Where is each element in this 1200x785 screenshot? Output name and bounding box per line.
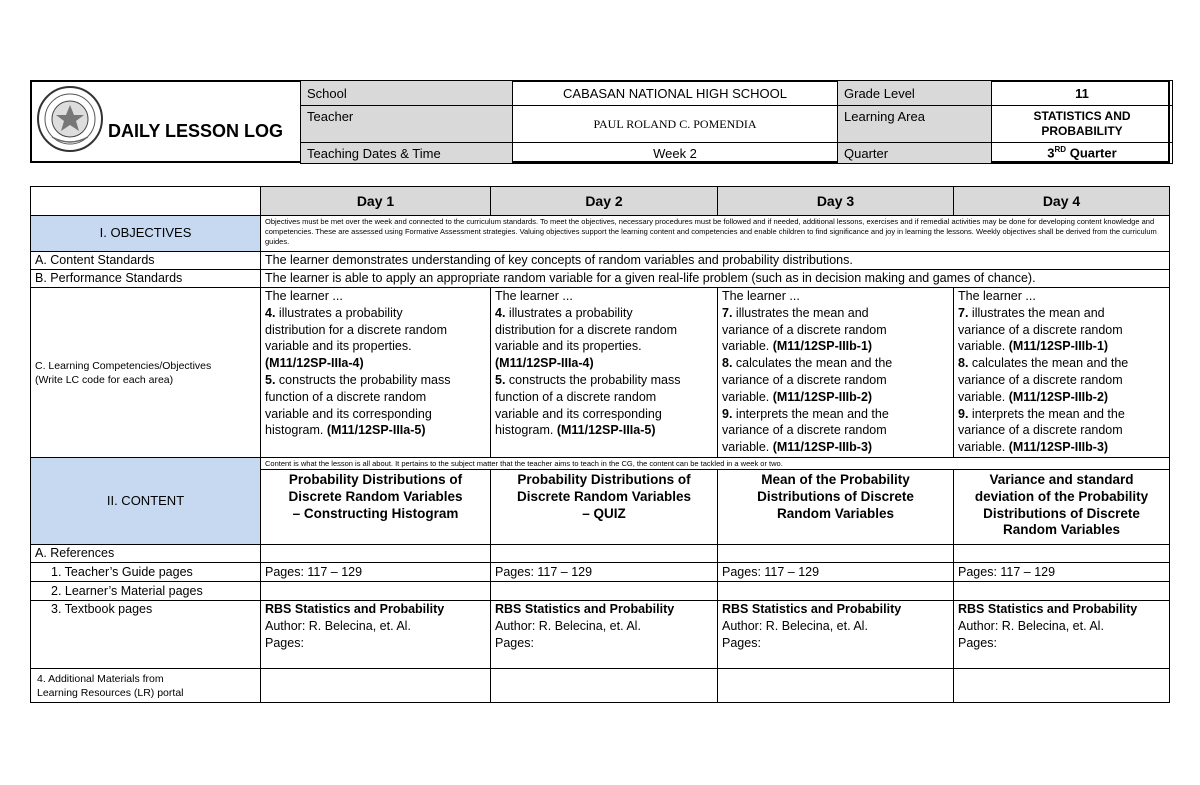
teachers-guide-pages: Pages: 117 – 129 — [954, 563, 1170, 582]
competencies-label: C. Learning Competencies/Objectives (Write LC code for each area) — [31, 288, 261, 458]
competency-line: The learner ... — [495, 289, 573, 303]
competency-line: variance of a discrete random — [958, 423, 1123, 438]
competency-line: variance of a discrete random — [958, 372, 1123, 387]
competency-line: The learner ... — [265, 289, 343, 303]
dll-header — [30, 80, 1170, 163]
competency-line: 5. constructs the probability mass — [265, 372, 451, 387]
competency-line: variable and its properties. — [495, 339, 642, 354]
competency-line: variable and its corresponding — [495, 406, 662, 421]
objectives-note: Objectives must be met over the week and connected to the curriculum standards. To meet the objectives, necessary procedures must be followed and if needed, additional lessons, exercises and if remedial activities may be done for developing content knowledge and competencies. These are assessed using Formative Assessment strategies. Valuing objectives support the learning content and competencies and enable children to find significance and joy in learning the lessons. Weekly objectives shall be derived from the curriculum guides. — [261, 216, 1170, 252]
competency-line: variable. (M11/12SP-IIIb-1) — [958, 339, 1109, 354]
competency-line: variable. (M11/12SP-IIIb-2) — [958, 389, 1109, 404]
competency-line: 9. interprets the mean and the — [722, 406, 889, 421]
school-value: CABASAN NATIONAL HIGH SCHOOL — [513, 81, 838, 106]
competency-line: 4. illustrates a probability — [495, 305, 633, 320]
teachers-guide-pages: Pages: 117 – 129 — [491, 563, 718, 582]
content-title-line: deviation of the Probability — [974, 488, 1149, 504]
teachers-guide-label: 1. Teacher’s Guide pages — [31, 563, 261, 582]
content-title — [261, 470, 491, 545]
content-title-line: Distributions of Discrete — [757, 488, 914, 504]
competency-line: variance of a discrete random — [722, 322, 887, 337]
content-title-line: – Constructing Histogram — [292, 505, 459, 521]
teacher-label: Teacher — [301, 106, 513, 143]
objectives-heading: I. OBJECTIVES — [31, 216, 261, 252]
competency-line: 7. illustrates the mean and — [958, 305, 1105, 320]
grade-label: Grade Level — [838, 81, 992, 106]
content-title-line: Variance and standard — [989, 472, 1134, 487]
competency-line: function of a discrete random — [265, 389, 427, 404]
content-title-line: Discrete Random Variables — [288, 488, 463, 504]
competency-line: The learner ... — [722, 289, 800, 303]
references-heading: A. References — [31, 545, 261, 563]
competency-line: variable. (M11/12SP-IIIb-2) — [722, 389, 873, 404]
competency-line: variance of a discrete random — [722, 372, 887, 387]
competency-line: variance of a discrete random — [722, 423, 887, 438]
content-note: Content is what the lesson is all about. It pertains to the subject matter that the teacher aims to teach in the CG, the content can be tackled in a week or two. — [261, 458, 1170, 470]
content-title-line: Mean of the Probability — [761, 472, 910, 487]
quarter-label: Quarter — [838, 143, 992, 164]
competency-line: variance of a discrete random — [958, 322, 1123, 337]
page-title: DAILY LESSON LOG — [108, 121, 284, 141]
competency-line: histogram. (M11/12SP-IIIa-5) — [495, 423, 656, 438]
learning-area-label: Learning Area — [838, 106, 992, 143]
content-standards-label: A. Content Standards — [31, 252, 261, 270]
competency-line: 5. constructs the probability mass — [495, 372, 681, 387]
day-header: Day 3 — [718, 187, 954, 216]
competency-line: variable and its corresponding — [265, 406, 432, 421]
content-title-line: – QUIZ — [582, 505, 626, 521]
competency-line: distribution for a discrete random — [495, 322, 678, 337]
quarter-value: 3RD Quarter — [992, 143, 1173, 164]
competency-cell — [954, 288, 1170, 458]
learning-area-value: STATISTICS AND PROBABILITY — [992, 106, 1173, 143]
textbook-label: 3. Textbook pages — [31, 601, 261, 669]
teaching-dates-label: Teaching Dates & Time — [301, 143, 513, 164]
day-header: Day 1 — [261, 187, 491, 216]
day-header: Day 2 — [491, 187, 718, 216]
teachers-guide-pages: Pages: 117 – 129 — [718, 563, 954, 582]
content-title-line: Random Variables — [776, 505, 895, 521]
competency-line: variable. (M11/12SP-IIIb-1) — [722, 339, 873, 354]
lesson-log-table — [30, 186, 1170, 703]
textbook-cell: RBS Statistics and Probability Author: R. Belecina, et. Al. Pages: — [718, 601, 954, 669]
competency-cell — [491, 288, 718, 458]
competency-line: function of a discrete random — [495, 389, 657, 404]
content-title-line: Probability Distributions of — [288, 472, 463, 487]
header-info-table — [300, 80, 1173, 164]
grade-value: 11 — [992, 81, 1173, 106]
deped-seal-icon — [36, 85, 104, 153]
competency-line: 4. illustrates a probability — [265, 305, 403, 320]
competency-line: histogram. (M11/12SP-IIIa-5) — [265, 423, 426, 438]
content-title — [491, 470, 718, 545]
teaching-dates-value: Week 2 — [513, 143, 838, 164]
content-title — [718, 470, 954, 545]
content-heading: II. CONTENT — [31, 458, 261, 545]
competency-line: (M11/12SP-IIIa-4) — [495, 356, 594, 371]
competency-line: 7. illustrates the mean and — [722, 305, 869, 320]
content-title-line: Discrete Random Variables — [516, 488, 692, 504]
performance-standards-label: B. Performance Standards — [31, 270, 261, 288]
day-header: Day 4 — [954, 187, 1170, 216]
textbook-cell: RBS Statistics and Probability Author: R. Belecina, et. Al. Pages: — [261, 601, 491, 669]
textbook-cell: RBS Statistics and Probability Author: R. Belecina, et. Al. Pages: — [491, 601, 718, 669]
competency-line: The learner ... — [958, 289, 1036, 303]
school-label: School — [301, 81, 513, 106]
teachers-guide-pages: Pages: 117 – 129 — [261, 563, 491, 582]
competency-line: distribution for a discrete random — [265, 322, 448, 337]
teacher-value: PAUL ROLAND C. POMENDIA — [513, 106, 838, 143]
content-title-line: Random Variables — [1002, 522, 1121, 538]
content-standards-text: The learner demonstrates understanding of key concepts of random variables and probability distributions. — [261, 252, 1170, 270]
competency-cell — [261, 288, 491, 458]
content-title-line: Distributions of Discrete — [983, 505, 1140, 521]
performance-standards-text: The learner is able to apply an appropriate random variable for a given real-life problem (such as in decision making and games of chance). — [261, 270, 1170, 288]
competency-line: (M11/12SP-IIIa-4) — [265, 356, 364, 371]
competency-line: 8. calculates the mean and the — [722, 356, 893, 371]
learners-material-label: 2. Learner’s Material pages — [31, 582, 261, 601]
additional-materials-label: 4. Additional Materials from Learning Resources (LR) portal — [31, 669, 261, 703]
competency-line: variable and its properties. — [265, 339, 412, 354]
textbook-cell: RBS Statistics and Probability Author: R. Belecina, et. Al. Pages: — [954, 601, 1170, 669]
competency-line: variable. (M11/12SP-IIIb-3) — [958, 440, 1109, 455]
content-title — [954, 470, 1170, 545]
corner-cell — [31, 187, 261, 216]
competency-line: 9. interprets the mean and the — [958, 406, 1125, 421]
competency-line: variable. (M11/12SP-IIIb-3) — [722, 440, 873, 455]
competency-cell — [718, 288, 954, 458]
content-title-line: Probability Distributions of — [517, 472, 691, 487]
competency-line: 8. calculates the mean and the — [958, 356, 1129, 371]
